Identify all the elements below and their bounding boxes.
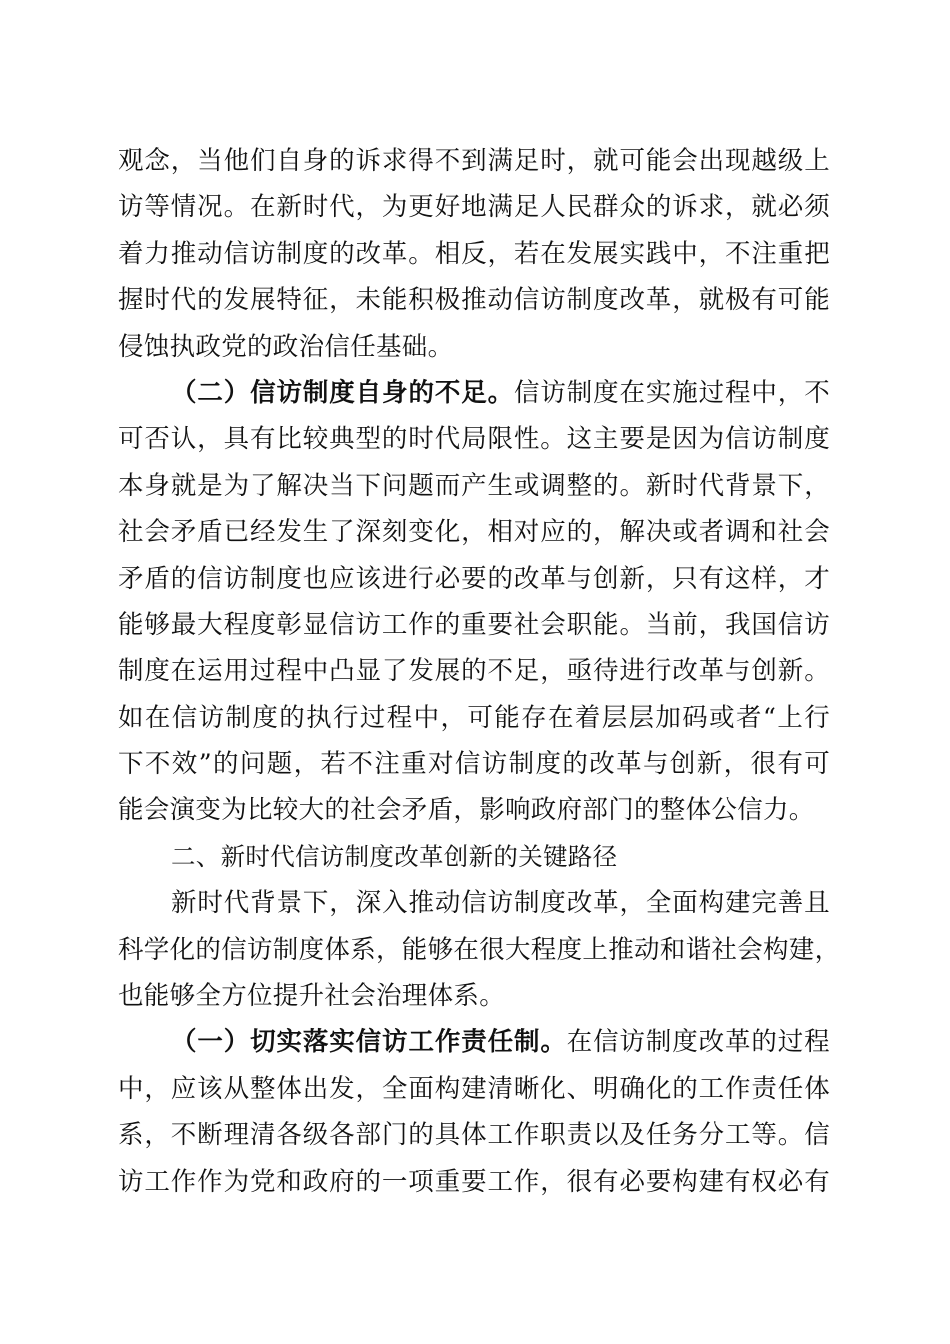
subsection-line <box>118 1019 830 1065</box>
paragraph-text: 信访制度在实施过程中，不 <box>513 377 830 408</box>
paragraph-line: 科学化的信访制度体系，能够在很大程度上推动和谐社会构建， <box>118 934 841 965</box>
paragraph-line: 能够最大程度彰显信访工作的重要社会职能。当前，我国信访 <box>118 609 830 640</box>
paragraph-line: 观念，当他们自身的诉求得不到满足时，就可能会出现越级上 <box>118 146 830 176</box>
paragraph-line: 如在信访制度的执行过程中，可能存在着层层加码或者“上行 <box>118 702 830 733</box>
paragraph-line: 本身就是为了解决当下问题而产生或调整的。新时代背景下， <box>118 470 830 501</box>
paragraph-line: 新时代背景下，深入推动信访制度改革，全面构建完善且 <box>171 888 830 919</box>
paragraph-line: 可否认，具有比较典型的时代局限性。这主要是因为信访制度 <box>118 424 830 455</box>
paragraph-line: 下不效”的问题，若不注重对信访制度的改革与创新，很有可 <box>118 749 830 780</box>
document-page <box>118 138 841 1205</box>
paragraph-line: 矛盾的信访制度也应该进行必要的改革与创新，只有这样，才 <box>118 563 830 594</box>
subsection-title: （二）信访制度自身的不足。 <box>171 377 514 408</box>
section-heading: 二、新时代信访制度改革创新的关键路径 <box>171 841 618 871</box>
paragraph-line: 握时代的发展特征，未能积极推动信访制度改革，就极有可能 <box>118 285 830 316</box>
paragraph-line: 中，应该从整体出发，全面构建清晰化、明确化的工作责任体 <box>118 1073 830 1104</box>
paragraph-line: 系，不断理清各级各部门的具体工作职责以及任务分工等。信 <box>118 1120 830 1151</box>
paragraph-line: 侵蚀执政党的政治信任基础。 <box>118 331 454 362</box>
paragraph-line: 也能够全方位提升社会治理体系。 <box>118 981 506 1012</box>
paragraph-text: 在信访制度改革的过程 <box>566 1027 830 1058</box>
paragraph-line: 访等情况。在新时代，为更好地满足人民群众的诉求，就必须 <box>118 192 830 223</box>
paragraph-line: 制度在运用过程中凸显了发展的不足，亟待进行改革与创新。 <box>118 656 830 687</box>
subsection-title: （一）切实落实信访工作责任制。 <box>171 1027 567 1058</box>
subsection-line <box>118 370 830 416</box>
paragraph-line: 能会演变为比较大的社会矛盾，影响政府部门的整体公信力。 <box>118 795 815 826</box>
paragraph-line: 社会矛盾已经发生了深刻变化，相对应的，解决或者调和社会 <box>118 517 830 548</box>
paragraph-line: 访工作作为党和政府的一项重要工作，很有必要构建有权必有 <box>118 1166 830 1197</box>
paragraph-line: 着力推动信访制度的改革。相反，若在发展实践中，不注重把 <box>118 238 830 269</box>
